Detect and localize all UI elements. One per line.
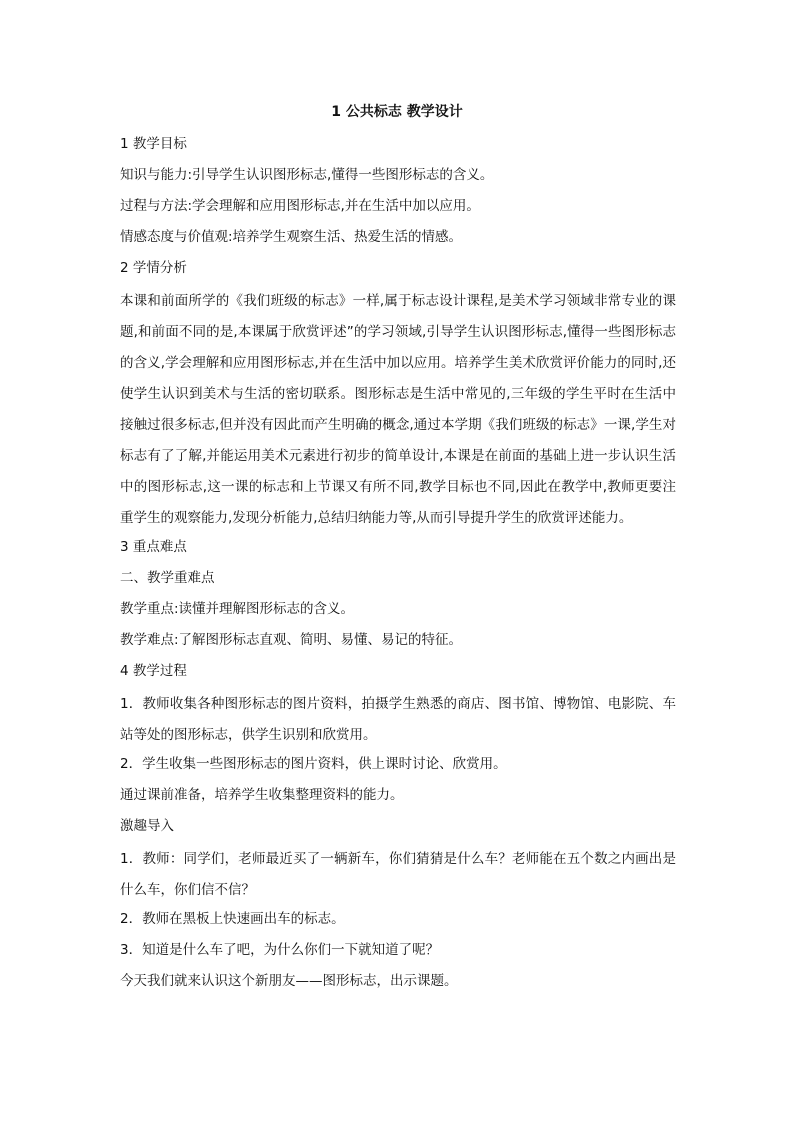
document-title: 1 公共标志 教学设计 (331, 104, 463, 120)
objective-attitude: 情感态度与价值观:培养学生观察生活、热爱生活的情感。 (120, 229, 463, 245)
intro-item-3: 3．知道是什么车了吧，为什么你们一下就知道了呢？ (120, 942, 440, 958)
process-item-2: 2．学生收集一些图形标志的图片资料，供上课时讨论、欣赏用。 (120, 756, 507, 772)
section-heading-process: 4 教学过程 (120, 663, 187, 679)
subheading-intro: 激趣导入 (120, 818, 174, 834)
objective-process: 过程与方法:学会理解和应用图形标志,并在生活中加以应用。 (120, 198, 480, 214)
difficult-point: 教学难点:了解图形标志直观、简明、易懂、易记的特征。 (120, 632, 463, 648)
intro-closing: 今天我们就来认识这个新朋友——图形标志，出示课题。 (120, 973, 458, 989)
section-heading-objectives: 1 教学目标 (120, 136, 187, 152)
process-note: 通过课前准备，培养学生收集整理资料的能力。 (120, 787, 404, 803)
process-item-1: 1．教师收集各种图形标志的图片资料，拍摄学生熟悉的商店、图书馆、博物馆、电影院、车站等处的图形标志，供学生识别和欣赏用。 (120, 696, 676, 743)
analysis-paragraph: 本课和前面所学的《我们班级的标志》一样,属于标志设计课程,是美术学习领域非常专业的课题,和前面不同的是,本课属于欣赏评述”的学习领域,引导学生认识图形标志,懂得一些图形标志的含义,学会理解和应用图形标志,并在生活中加以应用。培养学生美术欣赏评价能力的同时,还使学生认识到美术与生活的密切联系。图形标志是生活中常见的,三年级的学生平时在生活中接触过很多标志,但并没有因此而产生明确的概念,通过本学期《我们班级的标志》一课,学生对标志有了了解,并能运用美术元素进行初步的简单设计,本课是在前面的基础上进一步认识生活中的图形标志,这一课的标志和上节课又有所不同,教学目标也不同,因此在教学中,教师更要注重学生的观察能力,发现分析能力,总结归纳能力等,从而引导提升学生的欣赏评述能力。 (120, 293, 676, 526)
subheading-keypoints: 二、教学重难点 (120, 570, 215, 586)
section-heading-analysis: 2 学情分析 (120, 260, 187, 276)
section-heading-keypoints: 3 重点难点 (120, 539, 187, 555)
key-point: 教学重点:读懂并理解图形标志的含义。 (120, 601, 355, 617)
intro-item-1: 1．教师：同学们，老师最近买了一辆新车，你们猜猜是什么车？老师能在五个数之内画出是什么车，你们信不信？ (120, 851, 676, 898)
objective-knowledge: 知识与能力:引导学生认识图形标志,懂得一些图形标志的含义。 (120, 167, 494, 183)
document-body (120, 131, 676, 999)
intro-item-2: 2．教师在黑板上快速画出车的标志。 (120, 911, 345, 927)
